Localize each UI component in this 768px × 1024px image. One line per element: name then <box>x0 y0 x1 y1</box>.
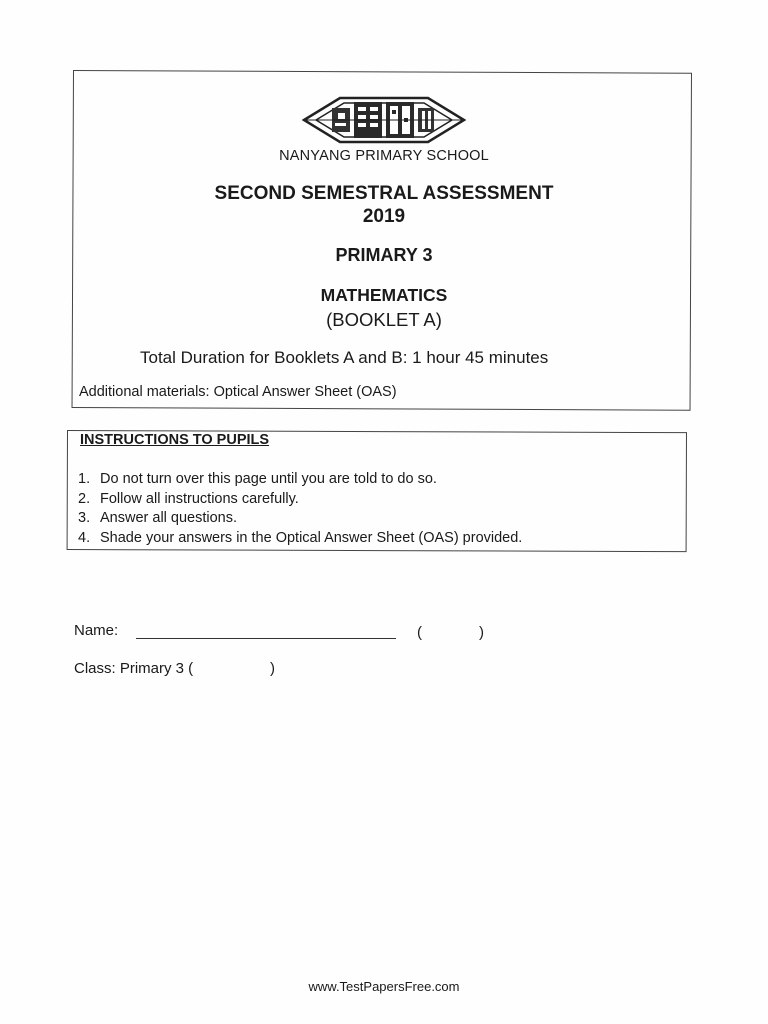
instruction-text: Shade your answers in the Optical Answer Sheet (OAS) provided. <box>100 529 523 546</box>
instruction-number: 4. <box>78 529 91 546</box>
instruction-item <box>78 509 522 529</box>
class-label: Class: Primary 3 ( <box>74 660 194 677</box>
instruction-item <box>78 529 522 549</box>
class-close-paren: ) <box>270 660 275 677</box>
name-label: Name: <box>74 622 119 639</box>
footer-website: www.TestPapersFree.com <box>308 979 460 994</box>
subject-heading: MATHEMATICS <box>320 285 448 305</box>
duration-text: Total Duration for Booklets A and B: 1 hour 45 minutes <box>140 348 549 367</box>
instruction-number: 2. <box>78 490 91 507</box>
instruction-item <box>78 470 522 490</box>
level-heading: PRIMARY 3 <box>335 245 433 265</box>
name-field-row <box>74 622 594 644</box>
register-number-close-paren: ) <box>479 624 484 641</box>
instructions-list <box>78 470 522 548</box>
instructions-heading: INSTRUCTIONS TO PUPILS <box>80 432 270 448</box>
instruction-number: 1. <box>78 471 91 487</box>
instruction-item <box>78 490 522 510</box>
class-field-row <box>74 660 374 677</box>
school-logo-icon <box>302 94 466 146</box>
instruction-text: Answer all questions. <box>100 510 238 526</box>
materials-text: Additional materials: Optical Answer Sheet (OAS) <box>79 384 397 400</box>
instruction-number: 3. <box>78 510 91 526</box>
booklet-label: (BOOKLET A) <box>326 309 442 330</box>
assessment-title: SECOND SEMESTRAL ASSESSMENT <box>214 183 554 204</box>
assessment-year: 2019 <box>362 206 406 227</box>
register-number-open-paren: ( <box>417 624 422 641</box>
instruction-text: Do not turn over this page until you are told to do so. <box>100 471 437 487</box>
school-name: NANYANG PRIMARY SCHOOL <box>279 148 489 164</box>
name-blank-line[interactable] <box>136 638 396 639</box>
instruction-text: Follow all instructions carefully. <box>100 490 299 507</box>
